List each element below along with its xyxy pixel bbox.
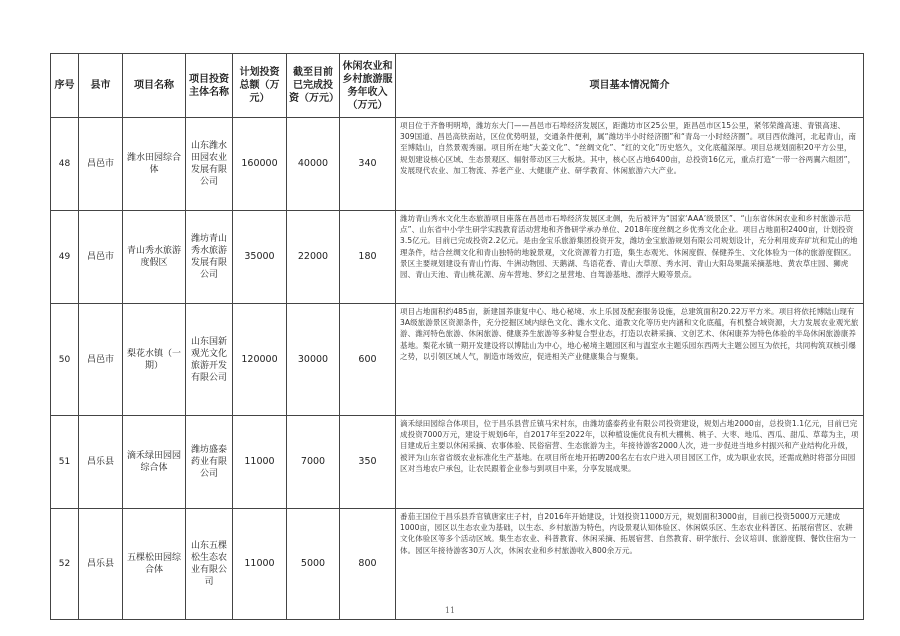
cell-annual-income: 350 (340, 416, 396, 509)
table-row (51, 211, 864, 304)
cell-entity: 山东五棵松生态农业有限公司 (186, 509, 233, 620)
cell-plan-investment: 11000 (233, 416, 287, 509)
table-row (51, 509, 864, 620)
cell-intro: 滴禾绿田园综合体项目，位于昌乐县营丘镇马宋村东，由潍坊盛泰药业有限公司投资建设，规划占地2000亩，总投资1.1亿元，目前已完成投资7000万元，建设于规划6年，自2017年至2022年，以种植设施优良有机大棚桃、桃子、大枣、地瓜、西瓜、甜瓜、草莓为主，项目建成后主要以休闲采摘、农事体验、民俗宿营、生态旅游为主，年接待游客2000人次，进一步促进当地乡村振兴和产业结构化升级，被评为山东省省级农业标准化生产基地。在项目所在地开拓聘200名左右农户进入项目园区工作，成为职业农民，还需成熟时将部分田园区对当地农户承包，让农民跟着企业参与到项目中来，分享发展成果。 (396, 416, 864, 509)
table-row (51, 416, 864, 509)
cell-intro: 番茄王国位于昌乐县乔官镇唐家庄子村，自2016年开始建设，计划投资11000万元，规划面积3000亩，目前已投资5000万元建成1000亩，园区以生态农业为基础，以生态、乡村旅游为特色，内设景观认知体验区、休闲娱乐区、生态农业科普区、拓展宿营区、农耕文化体验区等多个活动区域。集生态农业、科普教育、休闲采摘、拓展宿营、自然教育、研学旅行、会议培训、旅游度假、餐饮住宿为一体。园区年接待游客30万人次，休闲农业和乡村旅游收入800余万元。 (396, 509, 864, 620)
cell-plan-investment: 11000 (233, 509, 287, 620)
cell-name: 青山秀水旅游度假区 (123, 211, 186, 304)
header-annual-income: 休闲农业和乡村旅游服务年收入（万元） (340, 54, 396, 118)
cell-seq: 48 (51, 118, 79, 211)
cell-annual-income: 180 (340, 211, 396, 304)
cell-entity: 潍坊青山秀水旅游发展有限公司 (186, 211, 233, 304)
cell-intro: 潍坊青山秀水文化生态旅游项目座落在昌邑市石埠经济发展区北侧，先后被评为“国家‘AAA’级景区”、“山东省休闲农业和乡村旅游示范点”、山东省中小学生研学实践教育活动营地和齐鲁研学承办单位、2018年度丝绸之乡优秀文化企业。项目占地面积2400亩，计划投资3.5亿元。目前已完成投资2.2亿元。是由金宝乐旅游集团投资开发，潍坊金宝旅游规划有限公司规划设计，充分利用废弃矿坑和荒山的地理条件，结合丝绸文化和青山独特的地貌景观，文化资源着力打造，集生态观光、休闲度假、保健养生、文化体验为一体的旅游度假区。景区主要规划建设有青山竹海、牛洲动物园、天鹅湖、鸟语花香、青山大草原、秀水河、青山大阳岛果蔬采摘基地、黄农草庄园、狮虎园、青山天池、青山桃花源、房车营地、梦幻之星营地、自驾游基地、漂浮大殿等景点。 (396, 211, 864, 304)
cell-name: 五棵松田园综合体 (123, 509, 186, 620)
cell-plan-investment: 35000 (233, 211, 287, 304)
header-intro: 项目基本情况简介 (396, 54, 864, 118)
project-table (50, 53, 864, 620)
cell-completed-investment: 30000 (287, 304, 340, 416)
cell-completed-investment: 22000 (287, 211, 340, 304)
cell-annual-income: 800 (340, 509, 396, 620)
cell-county: 昌邑市 (79, 304, 123, 416)
cell-name: 梨花水镇（一期） (123, 304, 186, 416)
header-plan-investment: 计划投资总额（万元） (233, 54, 287, 118)
cell-county: 昌邑市 (79, 211, 123, 304)
cell-county: 昌乐县 (79, 509, 123, 620)
cell-county: 昌乐县 (79, 416, 123, 509)
cell-county: 昌邑市 (79, 118, 123, 211)
table-row (51, 118, 864, 211)
cell-entity: 山东国新观光文化旅游开发有限公司 (186, 304, 233, 416)
cell-entity: 潍坊盛泰药业有限公司 (186, 416, 233, 509)
cell-name: 潍水田园综合体 (123, 118, 186, 211)
header-seq: 序号 (51, 54, 79, 118)
cell-seq: 52 (51, 509, 79, 620)
cell-intro: 项目占地面积约485亩，新建国养康复中心、地心秘境、水上乐园及配套服务设施，总建筑面积20.22万平方米。项目将依托博陆山现有3A级旅游景区资源条件，充分挖掘区域内绿色文化、潍水文化、道教文化等历史内涵和文化底蕴，有机整合域资源，大力发展农业观光旅游、潍河特色旅游、休闲旅游、健康养生旅游等多种复合型业态，打造以农耕采摘、文创艺术、休闲康养为特色体验的半岛休闲旅游康养基地。梨花水镇一期开发建设将以博陆山为中心，地心秘境主题园区和与温室水主题乐园东西两大主题公园互为依托，共同构筑双核引爆之势，以引领区域人气，制造市场效应，促进相关产业健康集合与聚集。 (396, 304, 864, 416)
table-header-row (51, 54, 864, 118)
header-entity: 项目投资主体名称 (186, 54, 233, 118)
cell-annual-income: 600 (340, 304, 396, 416)
cell-completed-investment: 5000 (287, 509, 340, 620)
header-completed-investment: 截至目前已完成投资（万元） (287, 54, 340, 118)
page-number: 11 (444, 606, 456, 615)
header-name: 项目名称 (123, 54, 186, 118)
cell-seq: 51 (51, 416, 79, 509)
cell-completed-investment: 7000 (287, 416, 340, 509)
cell-seq: 50 (51, 304, 79, 416)
cell-completed-investment: 40000 (287, 118, 340, 211)
cell-name: 滴禾绿田园园综合体 (123, 416, 186, 509)
cell-plan-investment: 160000 (233, 118, 287, 211)
cell-seq: 49 (51, 211, 79, 304)
cell-entity: 山东潍水田园农业发展有限公司 (186, 118, 233, 211)
header-county: 县市 (79, 54, 123, 118)
cell-annual-income: 340 (340, 118, 396, 211)
cell-intro: 项目位于齐鲁明明埠，潍坊东大门——昌邑市石埠经济发展区，距潍坊市区25公里，距昌邑市区15公里，紧邻荣潍高速、青银高速、309国道、昌邑高铁南站，区位优势明显，交通条件便利，属“潍坊半小时经济圈”和“青岛一小时经济圈”。项目西依潍河，北起青山，南至博陆山，自然景观秀丽。项目所在地“大姜文化”、“丝绸文化”、“红的文化”历史悠久，文化底蕴深厚。项目总规划面积20平方公里，规划建设核心区域、生态景观区、辐射带动区三大板块。其中，核心区占地6400亩，总投资16亿元，重点打造“一带一谷两翼六组团”，发展现代农业、加工物流、养老产业、大健康产业、研学教育、休闲旅游六大产业。 (396, 118, 864, 211)
table-row (51, 304, 864, 416)
cell-plan-investment: 120000 (233, 304, 287, 416)
